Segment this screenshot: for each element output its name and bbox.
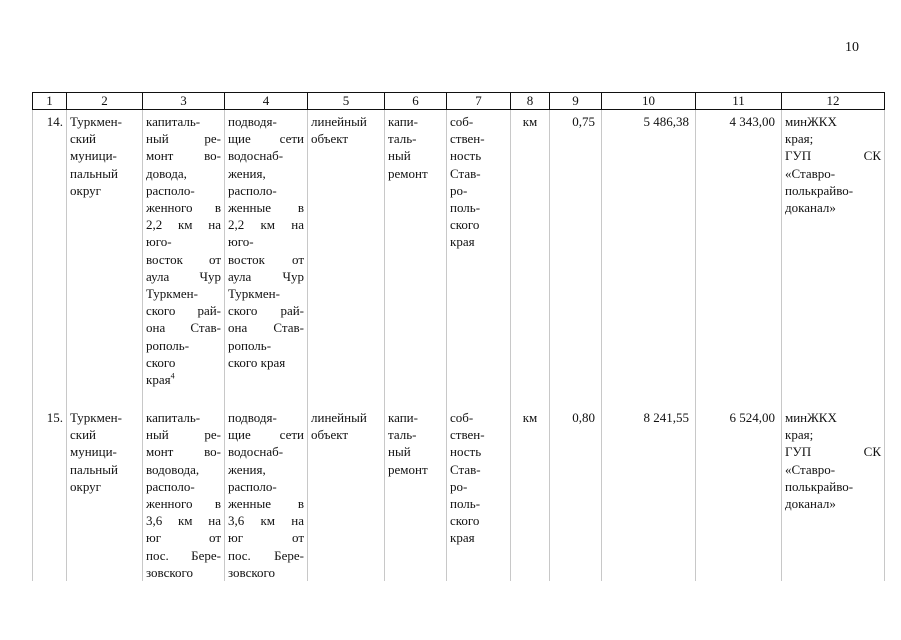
cell-line: края; [785, 427, 814, 443]
cell-line: поль- [450, 200, 481, 216]
cell-line: довода, [146, 165, 187, 181]
cell-line: 2,2 км на [228, 217, 304, 233]
cell-line: щие сети [228, 131, 304, 147]
cost-budget-cell: 6 524,00 [696, 395, 782, 581]
cell-line: женного в [146, 496, 221, 512]
cell-line: края [450, 234, 475, 250]
cell-line: 2,2 км на [146, 217, 221, 233]
cell-line: жения, [228, 461, 266, 477]
cell-line: аула Чур [146, 268, 221, 284]
cell-line: Туркмен- [70, 410, 122, 425]
cell-line: ро- [450, 478, 468, 494]
cell-line: минЖКХ [785, 114, 837, 129]
cell-line: располо- [228, 478, 277, 494]
cell-line: женные в [228, 200, 304, 216]
cell-line: таль- [388, 427, 417, 443]
cell-line: ный ре- [146, 427, 221, 443]
column-header: 1 [33, 93, 67, 110]
footnote-marker: 4 [170, 371, 175, 381]
cell-line: подводя- [228, 114, 277, 129]
column-header: 3 [143, 93, 225, 110]
cell-line: линейный [311, 114, 367, 129]
cell-line: ского рай- [146, 303, 221, 319]
work-description-cell [143, 395, 225, 581]
cell-line: женные в [228, 496, 304, 512]
cell-line: капиталь- [146, 114, 201, 129]
cell-line: «Ставро- [785, 461, 836, 477]
row-index: 15. [33, 395, 67, 581]
cell-line: ского [450, 513, 480, 529]
cell-line: объект [311, 427, 349, 443]
cell-line: ствен- [450, 131, 485, 147]
cell-line: ГУП СК [785, 148, 881, 164]
column-header: 6 [385, 93, 447, 110]
cell-line: восток от [228, 251, 304, 267]
cell-line: ный [388, 444, 411, 460]
column-header: 11 [696, 93, 782, 110]
cell-line: ро- [450, 182, 468, 198]
cell-line: 3,6 км на [228, 513, 304, 529]
cell-line: доканал» [785, 200, 836, 216]
cell-line: располо- [146, 478, 195, 494]
cell-line: ский [70, 131, 96, 147]
cell-line: полькрайво- [785, 182, 854, 198]
quantity-cell: 0,80 [550, 395, 602, 581]
cell-line: соб- [450, 114, 474, 129]
cell-line: женного в [146, 200, 221, 216]
cell-line: аула Чур [228, 268, 304, 284]
cell-line: располо- [146, 182, 195, 198]
unit-cell: км [511, 395, 550, 581]
cell-line: доканал» [785, 496, 836, 512]
cell-line: соб- [450, 410, 474, 425]
cell-line: она Став- [228, 320, 304, 336]
cell-line: юго- [146, 234, 172, 250]
object-type-cell [308, 110, 385, 396]
cell-line: ность [450, 444, 482, 460]
cell-line: муници- [70, 148, 117, 164]
ownership-cell [447, 110, 511, 396]
page-number: 10 [845, 40, 859, 55]
cell-line: ского края [228, 354, 286, 370]
cell-line: юг от [228, 530, 304, 546]
cost-total-cell: 8 241,55 [602, 395, 696, 581]
cell-line: Туркмен- [70, 114, 122, 129]
column-header: 8 [511, 93, 550, 110]
cell-line: монт во- [146, 148, 221, 164]
district-cell [67, 110, 143, 396]
cell-line: края [450, 530, 475, 546]
cell-line: жения, [228, 165, 266, 181]
column-header: 5 [308, 93, 385, 110]
cell-line: округ [70, 182, 101, 198]
cell-line: рополь- [146, 337, 190, 353]
cell-line: линейный [311, 410, 367, 425]
cell-line: муници- [70, 444, 117, 460]
cell-line: пос. Бере- [228, 547, 304, 563]
cell-line: пальный [70, 165, 118, 181]
cell-line: края$^4$ [146, 371, 175, 388]
cell-line: ского [146, 354, 176, 370]
column-header: 10 [602, 93, 696, 110]
object-description-cell [225, 110, 308, 396]
cell-line: ный [388, 148, 411, 164]
ownership-cell [447, 395, 511, 581]
cell-line: ский [70, 427, 96, 443]
cell-line: водовода, [146, 461, 200, 477]
cell-line: рополь- [228, 337, 272, 353]
cell-line: ность [450, 148, 482, 164]
cell-line: она Став- [146, 320, 221, 336]
cost-budget-cell: 4 343,00 [696, 110, 782, 396]
table-row [33, 395, 885, 581]
cell-line: пос. Бере- [146, 547, 221, 563]
cell-line: ствен- [450, 427, 485, 443]
repair-type-cell [385, 395, 447, 581]
table-header-row [33, 93, 885, 110]
responsible-cell [782, 395, 885, 581]
cell-line: ского [450, 217, 480, 233]
work-description-cell [143, 110, 225, 396]
column-header: 4 [225, 93, 308, 110]
cell-line: ный ре- [146, 131, 221, 147]
cell-line: водоснаб- [228, 444, 284, 460]
cell-line: Туркмен- [146, 286, 198, 302]
cell-line: полькрайво- [785, 478, 854, 494]
cell-line: капи- [388, 114, 418, 129]
cell-line: зовского [146, 564, 194, 580]
cell-line: располо- [228, 182, 277, 198]
repair-type-cell [385, 110, 447, 396]
cell-line: водоснаб- [228, 148, 284, 164]
cell-line: ремонт [388, 165, 428, 181]
object-type-cell [308, 395, 385, 581]
unit-cell: км [511, 110, 550, 396]
district-cell [67, 395, 143, 581]
cell-line: Туркмен- [228, 286, 280, 302]
responsible-cell [782, 110, 885, 396]
cost-total-cell: 5 486,38 [602, 110, 696, 396]
cell-line: щие сети [228, 427, 304, 443]
cell-line: объект [311, 131, 349, 147]
cell-line: ГУП СК [785, 444, 881, 460]
column-header: 2 [67, 93, 143, 110]
cell-line: монт во- [146, 444, 221, 460]
column-header: 7 [447, 93, 511, 110]
cell-line: 3,6 км на [146, 513, 221, 529]
cell-line: Став- [450, 165, 481, 181]
document-table [32, 92, 885, 581]
cell-line: поль- [450, 496, 481, 512]
cell-line: зовского [228, 564, 276, 580]
cell-line: пальный [70, 461, 118, 477]
cell-line: юго- [228, 234, 254, 250]
object-description-cell [225, 395, 308, 581]
column-header: 12 [782, 93, 885, 110]
cell-line: юг от [146, 530, 221, 546]
table-row [33, 110, 885, 396]
cell-line: минЖКХ [785, 410, 837, 425]
row-index: 14. [33, 110, 67, 396]
cell-line: ского рай- [228, 303, 304, 319]
column-header: 9 [550, 93, 602, 110]
cell-line: подводя- [228, 410, 277, 425]
cell-line: округ [70, 478, 101, 494]
cell-line: восток от [146, 251, 221, 267]
cell-line: края; [785, 131, 814, 147]
cell-line: капиталь- [146, 410, 201, 425]
cell-line: таль- [388, 131, 417, 147]
cell-line: Став- [450, 461, 481, 477]
quantity-cell: 0,75 [550, 110, 602, 396]
cell-line: «Ставро- [785, 165, 836, 181]
cell-line: ремонт [388, 461, 428, 477]
cell-line: капи- [388, 410, 418, 425]
